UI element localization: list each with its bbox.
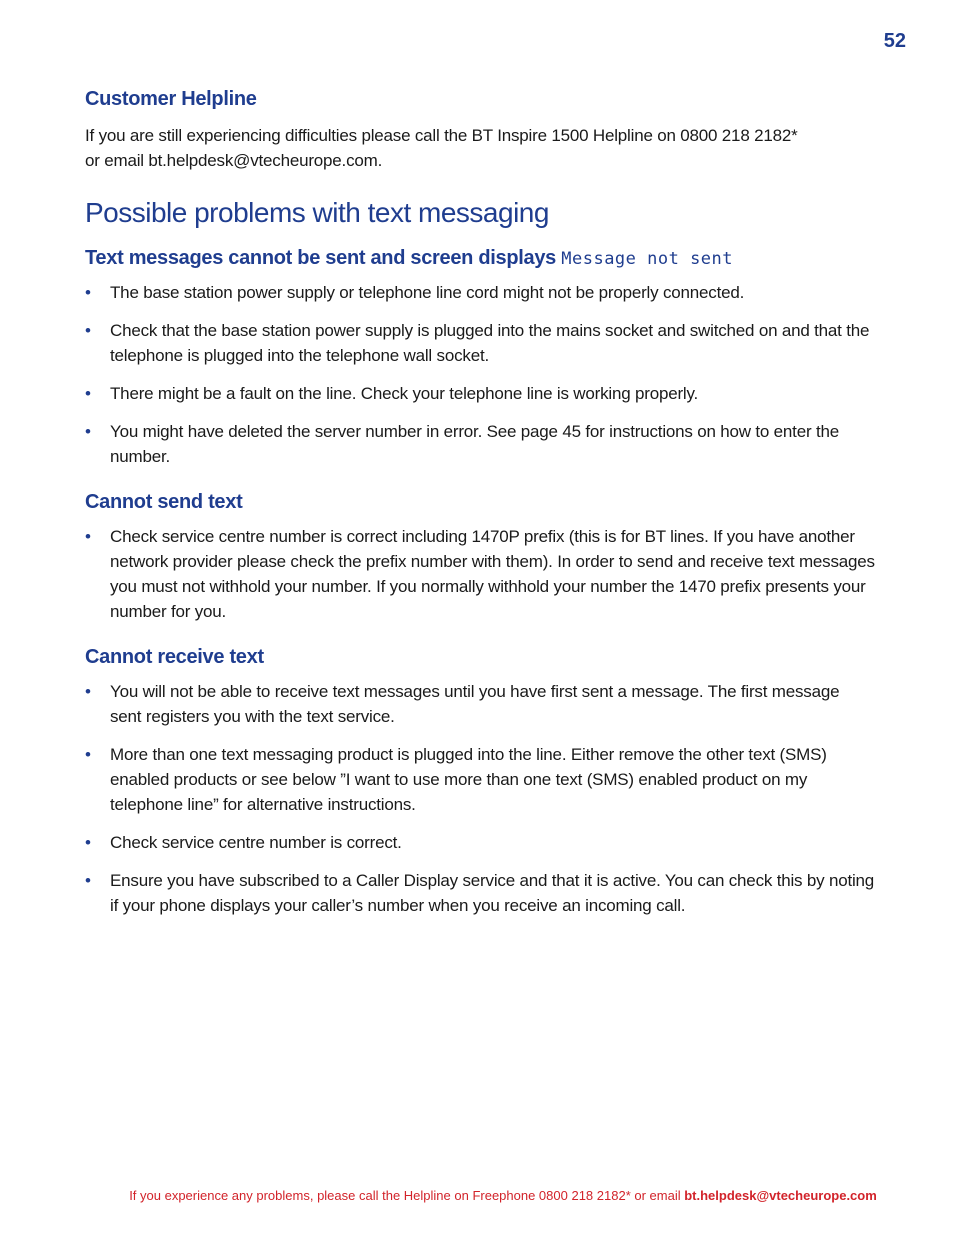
- section-heading-cannot-receive: Cannot receive text: [85, 646, 264, 668]
- section-heading-cannot-be-sent: [85, 247, 875, 270]
- helpline-line-1: If you are still experiencing difficulties please call the BT Inspire 1500 Helpline on 0800 218 2182*: [85, 126, 798, 145]
- bullet-list-cannot-be-sent: [85, 280, 875, 469]
- list-item: [85, 381, 875, 406]
- list-item: [85, 419, 875, 469]
- bullet-icon: •: [85, 745, 91, 764]
- section-heading-text: Text messages cannot be sent and screen displays: [85, 247, 556, 269]
- page-footer: [0, 1188, 954, 1203]
- helpline-line-2: or email bt.helpdesk@vtecheurope.com.: [85, 151, 383, 170]
- bullet-icon: •: [85, 422, 91, 441]
- section-heading-cannot-send: Cannot send text: [85, 491, 243, 513]
- list-item: [85, 318, 875, 368]
- footer-text: If you experience any problems, please call the Helpline on Freephone 0800 218 2182* or email: [129, 1188, 681, 1203]
- list-item-text: Check that the base station power supply is plugged into the mains socket and switched on and that the telephone is plugged into the telephone wall socket.: [110, 321, 870, 365]
- customer-helpline-heading: Customer Helpline: [85, 88, 257, 110]
- page-content: [85, 88, 875, 940]
- list-item: [85, 868, 875, 918]
- list-item-text: Ensure you have subscribed to a Caller Display service and that it is active. You can check this by noting if your phone displays your caller’s number when you receive an incoming call.: [110, 871, 875, 915]
- page-title: Possible problems with text messaging: [85, 197, 549, 228]
- list-item-text: The base station power supply or telephone line cord might not be properly connected.: [110, 283, 745, 302]
- list-item: [85, 280, 875, 305]
- bullet-icon: •: [85, 682, 91, 701]
- list-item: [85, 524, 875, 624]
- footer-email-link[interactable]: bt.helpdesk@vtecheurope.com: [684, 1188, 877, 1203]
- list-item: [85, 679, 875, 729]
- list-item-text: Check service centre number is correct.: [110, 833, 402, 852]
- list-item-text: More than one text messaging product is plugged into the line. Either remove the other text (SMS) enabled products or see below ”I want to use more than one text (SMS) enabled product on my telephone line” for alternative instructions.: [110, 745, 827, 814]
- bullet-icon: •: [85, 833, 91, 852]
- lcd-display-text: Message not sent: [561, 249, 734, 269]
- bullet-icon: •: [85, 527, 91, 546]
- page-number: 52: [883, 30, 906, 52]
- bullet-icon: •: [85, 871, 91, 890]
- list-item-text: Check service centre number is correct including 1470P prefix (this is for BT lines. If you have another network provider please check the prefix number with them). In order to send and receive text messages you must not withhold your number. If you normally withhold your number the 1470 prefix presents your number for you.: [110, 527, 875, 621]
- bullet-icon: •: [85, 384, 91, 403]
- customer-helpline-text: [85, 123, 875, 173]
- bullet-icon: •: [85, 283, 91, 302]
- list-item-text: There might be a fault on the line. Check your telephone line is working properly.: [110, 384, 699, 403]
- bullet-icon: •: [85, 321, 91, 340]
- list-item-text: You will not be able to receive text messages until you have first sent a message. The first message sent registers you with the text service.: [110, 682, 840, 726]
- bullet-list-cannot-receive: [85, 679, 875, 918]
- list-item: [85, 742, 875, 817]
- list-item-text: You might have deleted the server number in error. See page 45 for instructions on how to enter the number.: [110, 422, 839, 466]
- bullet-list-cannot-send: [85, 524, 875, 624]
- list-item: [85, 830, 875, 855]
